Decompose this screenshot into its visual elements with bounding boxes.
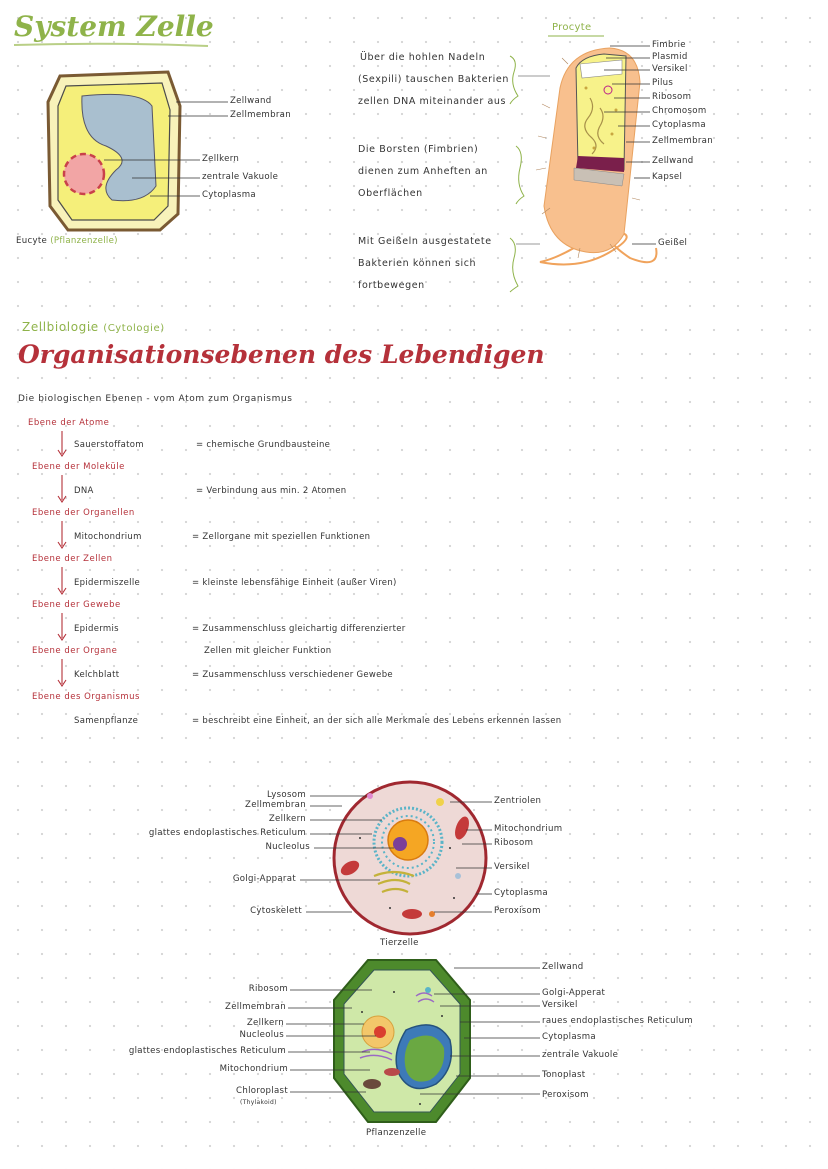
plant-label-nucleolus: Nucleolus [239, 1030, 284, 1040]
level-desc-zellen: = kleinste lebensfähige Einheit (außer Viren) [192, 578, 397, 588]
plant-label-zellmembran: Zellmembran [225, 1002, 286, 1012]
animal-label-ribosom: Ribosom [494, 838, 534, 848]
procyte-note-1-line-1: Über die hohlen Nadeln [360, 52, 486, 63]
level-item-gewebe: Epidermis [74, 624, 119, 634]
level-head-zellen: Ebene der Zellen [32, 554, 113, 564]
level-desc-organellen: = Zellorgane mit speziellen Funktionen [192, 532, 371, 542]
procyte-label-plasmid: Plasmid [652, 52, 688, 62]
plant-label-zellwand: Zellwand [542, 962, 584, 972]
procyte-label-kapsel: Kapsel [652, 172, 683, 182]
plant-cell-caption: Pflanzenzelle [366, 1128, 427, 1138]
procyte-note-3-line-2: Bakterien können sich [358, 258, 477, 269]
level-item-organellen: Mitochondrium [74, 532, 142, 542]
plant-label-golgi: Golgi-Apperat [542, 988, 606, 998]
procyte-note-3-line-3: fortbewegen [358, 280, 425, 291]
procyte-note-1-line-3: zellen DNA miteinander aus [358, 96, 507, 107]
level-head-atome: Ebene der Atome [28, 418, 110, 428]
level-head-organismus: Ebene des Organismus [32, 692, 140, 702]
animal-label-zellkern: Zellkern [268, 814, 306, 824]
level-desc-organe: = Zusammenschluss verschiedener Gewebe [192, 670, 393, 680]
level-head-organe: Ebene der Organe [32, 646, 118, 656]
plant-label-tonoplast: Tonoplast [542, 1070, 586, 1080]
page-title: System Zelle [14, 10, 214, 43]
plant-label-zentrale-vakuole: zentrale Vakuole [542, 1050, 619, 1060]
procyte-note-3-line-1: Mit Geißeln ausgestatete [358, 236, 492, 247]
animal-cell-caption: Tierzelle [380, 938, 419, 948]
eucyte-label-cytoplasma: Cytoplasma [202, 190, 256, 200]
eucyte-caption-text: Eucyte [16, 236, 48, 246]
animal-label-zellmembran: Zellmembran [245, 800, 306, 810]
procyte-label-pilus: Pilus [652, 78, 674, 88]
animal-label-peroxisom: Peroxisom [494, 906, 541, 916]
levels-title: Organisationsebenen des Lebendigen [18, 340, 545, 369]
procyte-label-versikel: Versikel [652, 64, 688, 74]
level-item-atome: Sauerstoffatom [74, 440, 144, 450]
eucyte-label-vakuole: zentrale Vakuole [202, 172, 279, 182]
plant-label-cytoplasma: Cytoplasma [542, 1032, 596, 1042]
section-subtitle-note: (Cytologie) [103, 323, 165, 334]
plant-label-peroxisom: Peroxisom [542, 1090, 589, 1100]
section-subtitle-text: Zellbiologie [22, 320, 99, 334]
level-desc-molekuele: = Verbindung aus min. 2 Atomen [196, 486, 347, 496]
animal-label-glattes-er: glattes endoplastisches Reticulum [148, 828, 306, 838]
eucyte-label-zellkern: Zellkern [202, 154, 240, 164]
plant-label-mitochondrium: Mitochondrium [219, 1064, 288, 1074]
level-head-organellen: Ebene der Organellen [32, 508, 135, 518]
plant-label-chloroplast: Chloroplast [236, 1086, 288, 1096]
level-desc-atome: = chemische Grundbausteine [196, 440, 331, 450]
level-desc-gewebe: = Zusammenschluss gleichartig differenzierter [192, 624, 406, 634]
animal-label-mitochondrium: Mitochondrium [494, 824, 563, 834]
level-desc-gewebe-line-2: Zellen mit gleicher Funktion [204, 646, 332, 656]
level-item-organismus: Samenpflanze [74, 716, 139, 726]
level-item-zellen: Epidermiszelle [74, 578, 141, 588]
procyte-label-zellwand: Zellwand [652, 156, 694, 166]
procyte-label-zellmembran: Zellmembran [652, 136, 713, 146]
plant-label-zellkern: Zellkern [246, 1018, 284, 1028]
plant-label-ribosom: Ribosom [248, 984, 288, 994]
animal-label-versikel: Versikel [494, 862, 530, 872]
level-item-organe: Kelchblatt [74, 670, 120, 680]
animal-label-nucleolus: Nucleolus [265, 842, 310, 852]
procyte-label-cytoplasma: Cytoplasma [652, 120, 706, 130]
level-item-molekuele: DNA [74, 486, 94, 496]
procyte-label-fimbrie: Fimbrie [652, 40, 686, 50]
animal-label-cytoskelett: Cytoskelett [250, 906, 302, 916]
animal-label-golgi: Golgi-Apparat [232, 874, 296, 884]
plant-label-raues-er: raues endoplastisches Reticulum [542, 1016, 693, 1026]
eucyte-label-zellmembran: Zellmembran [230, 110, 291, 120]
level-head-gewebe: Ebene der Gewebe [32, 600, 121, 610]
plant-label-glattes-er: glattes endoplastisches Reticulum [128, 1046, 286, 1056]
animal-label-zentriolen: Zentriolen [494, 796, 542, 806]
animal-label-cytoplasma: Cytoplasma [494, 888, 548, 898]
procyte-label-ribosom: Ribosom [652, 92, 692, 102]
plant-label-versikel: Versikel [542, 1000, 578, 1010]
procyte-label-geissel: Geißel [658, 238, 688, 248]
eucyte-caption-note: (Pflanzenzelle) [50, 236, 118, 246]
procyte-label-chromosom: Chromosom [652, 106, 707, 116]
procyte-title: Procyte [552, 22, 592, 33]
procyte-note-2-line-3: Oberflächen [358, 188, 423, 199]
plant-label-thylakoid-note: (Thylakoid) [240, 1099, 277, 1106]
level-desc-organismus: = beschreibt eine Einheit, an der sich alle Merkmale des Lebens erkennen lassen [192, 716, 562, 726]
eucyte-label-zellwand: Zellwand [230, 96, 272, 106]
level-head-molekuele: Ebene der Moleküle [32, 462, 125, 472]
levels-intro: Die biologischen Ebenen - vom Atom zum Organismus [18, 394, 293, 404]
procyte-note-2-line-2: dienen zum Anheften an [358, 166, 488, 177]
procyte-note-2-line-1: Die Borsten (Fimbrien) [358, 144, 479, 155]
animal-label-lysosom: Lysosom [266, 790, 306, 800]
procyte-note-1-line-2: (Sexpili) tauschen Bakterien [358, 74, 509, 85]
